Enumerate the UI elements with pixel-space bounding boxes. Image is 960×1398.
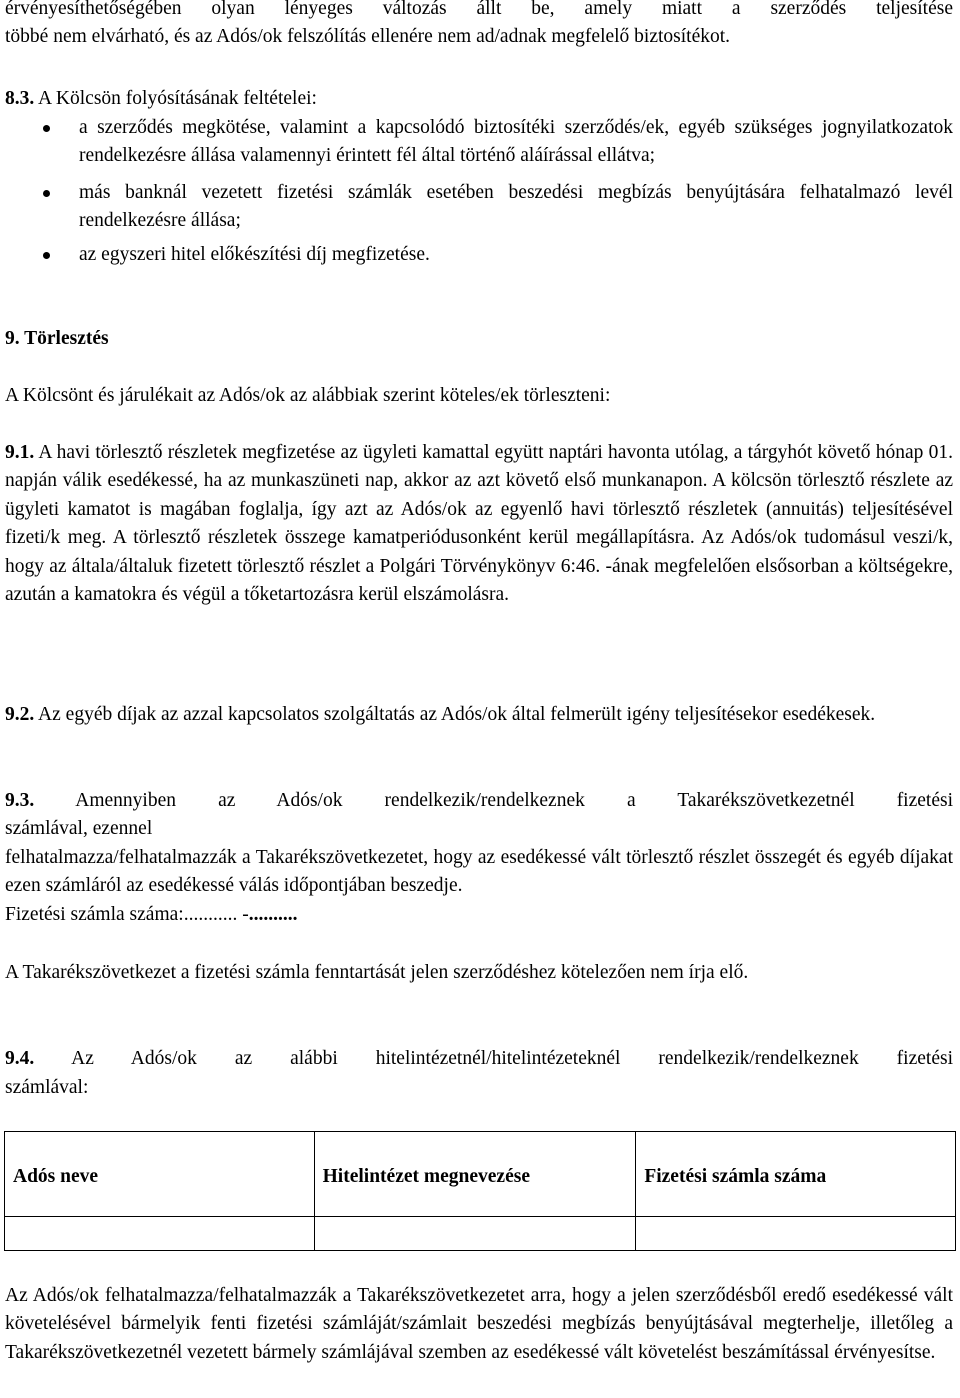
header-bank-name: Hitelintézet megnevezése xyxy=(314,1132,636,1217)
section-8-3-heading xyxy=(5,85,953,113)
table-row xyxy=(5,1217,956,1251)
table-cell xyxy=(314,1217,636,1251)
section-9-heading: 9. Törlesztés xyxy=(5,328,109,349)
list-item xyxy=(5,114,953,171)
table-cell xyxy=(636,1217,956,1251)
section-9-2-number: 9.2. xyxy=(5,704,35,725)
list-item-text: a szerződés megkötése, valamint a kapcsolódó biztosítéki szerződés/ek, egyéb szükséges jognyilatkozatok rendelkezésre állása valamennyi érintett fél által történő aláírással ellátva; xyxy=(79,117,953,167)
section-9-3-line-1: Amennyiben az Adós/ok rendelkezik/rendelkeznek a Takarékszövetkezetnél fizetési xyxy=(34,790,953,811)
header-account-number: Fizetési számla száma xyxy=(636,1132,956,1217)
section-9-3-authorization: felhatalmazza/felhatalmazzák a Takarékszövetkezetet, hogy az esedékessé vált törlesztő részlet összegét és egyéb díjakat ezen számláról az esedékessé válás időpontjában beszedje. xyxy=(5,847,953,897)
bank-accounts-table xyxy=(4,1131,956,1251)
section-9-2-text: Az egyéb díjak az azzal kapcsolatos szolgáltatás az Adós/ok által felmerült igény teljesítésekor esedékesek. xyxy=(34,704,876,725)
section-9-4-line-1: Az Adós/ok az alábbi hitelintézetnél/hitelintézeteknél rendelkezik/rendelkeznek fizetési xyxy=(34,1048,953,1069)
section-9-1-text: A havi törlesztő részletek megfizetése az ügyleti kamattal együtt naptári havonta utólag, a tárgyhót követő hónap 01. napján válik esedékessé, ha az munkaszüneti nap, akkor az azt követő első munkanapon. A kölcsön törlesztő részlete az ügyleti kamatot is magában foglalja, így azt az Adós/ok az egyenlő havi törlesztő részletek (annuitás) teljesítésével fizeti/k meg. A törlesztő részletek összege kamatperiódusonként kerül megállapításra. Az Adós/ok tudomásul veszi/k, hogy az általa/általuk fizetett törlesztő részlet a Polgári Törvénykönyv 6:46. -ának megfelelően elsősorban a költségekre, azután a kamatokra és végül a tőketartozásra kerül elszámolásra. xyxy=(5,442,953,606)
section-9-4-second-line: számlával: xyxy=(5,1077,89,1098)
section-9-3-second-line: számlával, ezennel xyxy=(5,818,153,839)
bullet-icon xyxy=(43,190,50,197)
account-maintenance-note: A Takarékszövetkezet a fizetési számla fenntartását jelen szerződéshez kötelezően nem írja elő. xyxy=(5,962,749,983)
account-number-line xyxy=(5,901,953,929)
table-header-row xyxy=(5,1132,956,1217)
section-9-2-paragraph xyxy=(5,701,953,729)
list-item xyxy=(5,241,953,269)
account-number-placeholder: ........... - xyxy=(183,904,249,925)
list-item xyxy=(5,179,953,236)
section-9-4-first-line xyxy=(5,1045,953,1073)
list-item-text: az egyszeri hitel előkészítési díj megfizetése. xyxy=(79,243,430,265)
section-9-4-number: 9.4. xyxy=(5,1048,35,1069)
section-9-1-paragraph xyxy=(5,439,953,609)
bullet-icon xyxy=(43,125,50,132)
section-9-1-number: 9.1. xyxy=(5,442,35,463)
account-number-label: Fizetési számla száma: xyxy=(5,904,184,925)
closing-paragraph: Az Adós/ok felhatalmazza/felhatalmazzák a Takarékszövetkezetet arra, hogy a jelen szerződésből eredő esedékessé vált követelésével bármelyik fenti fizetési számláját/számlait beszedési megbízás benyújtásával megterhelje, illetőleg a Takarékszövetkezetnél vezetett bármely számlájával szemben az esedékessé vált követelést beszámítással érvényesítse. xyxy=(5,1285,953,1363)
list-item-text: más banknál vezetett fizetési számlák esetében beszedési megbízás benyújtására felhatalmazó levél rendelkezésre állása; xyxy=(79,181,953,232)
header-debtor-name: Adós neve xyxy=(5,1132,315,1217)
intro-paragraph xyxy=(5,0,953,23)
intro-paragraph-end xyxy=(5,23,953,51)
section-9-3-number: 9.3. xyxy=(5,790,35,811)
table-cell xyxy=(5,1217,315,1251)
bullet-icon xyxy=(43,252,50,259)
conditions-list xyxy=(5,114,953,269)
section-8-3-title: A Kölcsön folyósításának feltételei: xyxy=(34,88,317,109)
section-9-3-first-line xyxy=(5,787,953,815)
intro-line-1: érvényesíthetőségében olyan lényeges változás állt be, amely miatt a szerződés teljesítése xyxy=(5,0,953,19)
section-8-3-number: 8.3. xyxy=(5,88,35,109)
section-9-intro: A Kölcsönt és járulékait az Adós/ok az alábbiak szerint köteles/ek törleszteni: xyxy=(5,385,611,406)
account-number-placeholder-2: .......... xyxy=(248,904,298,925)
intro-line-2: többé nem elvárható, és az Adós/ok felszólítás ellenére nem ad/adnak megfelelő biztosítékot. xyxy=(5,26,731,47)
